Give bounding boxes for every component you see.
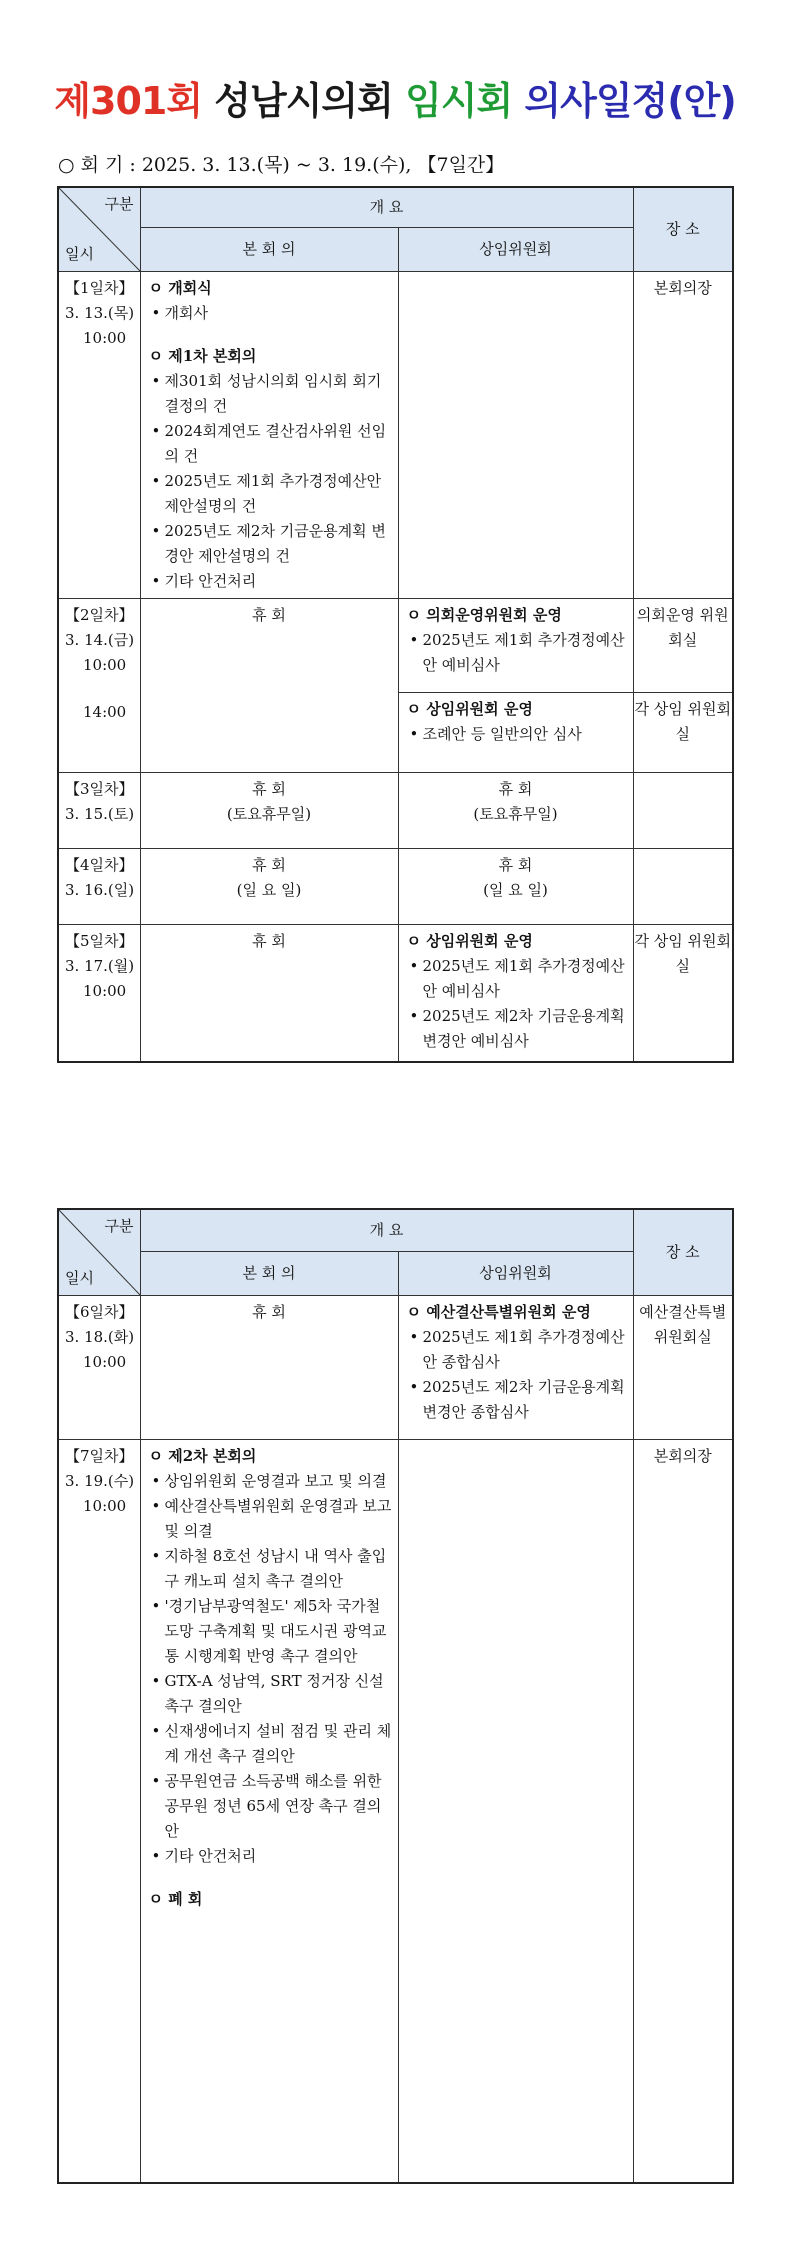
day-label: 【1일차】 xyxy=(65,278,134,297)
day-label: 【5일차】 xyxy=(65,931,134,950)
title-council-name: 성남시의회 xyxy=(214,79,393,123)
agenda-item: • 조례안 등 일반의안 심사 xyxy=(407,722,627,747)
day-label: 【4일차】 xyxy=(65,855,134,874)
agenda-item: • 2025년도 제2차 기금운용계획 변경안 제안설명의 건 xyxy=(149,519,392,569)
committee-cell xyxy=(398,1295,633,1439)
header-sangim: 상임위원회 xyxy=(398,1251,633,1295)
day-date: 3. 14.(금) xyxy=(65,630,135,649)
agenda-item: • 2025년도 제1회 추가경정예산안 제안설명의 건 xyxy=(149,469,392,519)
committee-cell xyxy=(398,848,633,924)
header-ilsi: 일시 xyxy=(65,1268,94,1287)
place-cell xyxy=(633,772,733,848)
schedule-table-page-1 xyxy=(57,186,734,1063)
agenda-heading: ㅇ 상임위원회 운영 xyxy=(406,699,533,718)
title-agenda: 의사일정(안) xyxy=(524,79,736,123)
agenda-item: • 2025년도 제2차 기금운용계획 변경안 예비심사 xyxy=(407,1004,627,1054)
place-cell: 의회운영 위원회실 xyxy=(633,598,733,692)
day-label: 【3일차】 xyxy=(65,779,134,798)
table-row xyxy=(58,848,733,924)
day-time-2: 14:00 xyxy=(83,702,127,721)
day-time: 10:00 xyxy=(83,328,127,347)
plenary-cell xyxy=(140,271,398,598)
page-title xyxy=(0,70,790,125)
recess-note: (일 요 일) xyxy=(236,880,302,899)
plenary-recess: 휴 회 xyxy=(252,855,286,874)
header-sangim: 상임위원회 xyxy=(398,227,633,271)
session-period: ○ 회 기 : 2025. 3. 13.(목) ~ 3. 19.(수), 【7일간】 xyxy=(58,154,505,176)
table-row xyxy=(58,1295,733,1439)
plenary-recess: 휴 회 xyxy=(140,1295,398,1439)
header-jangso: 장 소 xyxy=(633,187,733,271)
day-time: 10:00 xyxy=(83,655,127,674)
place-cell: 각 상임 위원회실 xyxy=(633,692,733,772)
day-time: 10:00 xyxy=(83,1352,127,1371)
header-bonhoeui: 본 회 의 xyxy=(140,1251,398,1295)
plenary-cell xyxy=(140,1439,398,2183)
committee-cell xyxy=(398,924,633,1062)
agenda-item: • 예산결산특별위원회 운영결과 보고 및 의결 xyxy=(149,1494,392,1544)
schedule-table-page-2 xyxy=(57,1208,734,2184)
day-label: 【2일차】 xyxy=(65,605,134,624)
place-cell: 본회의장 xyxy=(633,271,733,598)
closing-heading: ㅇ 폐 회 xyxy=(148,1889,203,1908)
agenda-heading: ㅇ 제2차 본회의 xyxy=(148,1446,257,1465)
agenda-item: • 2024회계연도 결산검사위원 선임의 건 xyxy=(149,419,392,469)
day-time: 10:00 xyxy=(83,1496,127,1515)
agenda-item: • 제301회 성남시의회 임시회 회기 결정의 건 xyxy=(149,369,392,419)
day-label: 【7일차】 xyxy=(65,1446,134,1465)
committee-cell xyxy=(398,692,633,772)
agenda-heading: ㅇ 의회운영위원회 운영 xyxy=(406,605,562,624)
header-gaeyo: 개 요 xyxy=(140,187,633,227)
title-session-number: 제301회 xyxy=(54,79,203,123)
agenda-item: • '경기남부광역철도' 제5차 국가철도망 구축계획 및 대도시권 광역교통 시행계획 반영 촉구 결의안 xyxy=(149,1594,392,1669)
agenda-heading: ㅇ 제1차 본회의 xyxy=(148,346,257,365)
agenda-heading: ㅇ 예산결산특별위원회 운영 xyxy=(406,1302,591,1321)
agenda-item: • 2025년도 제1회 추가경정예산안 예비심사 xyxy=(407,954,627,1004)
day-date: 3. 18.(화) xyxy=(65,1327,135,1346)
table-row xyxy=(58,271,733,598)
agenda-item: • GTX-A 성남역, SRT 정거장 신설 촉구 결의안 xyxy=(149,1669,392,1719)
day-date: 3. 19.(수) xyxy=(65,1471,135,1490)
agenda-item: • 지하철 8호선 성남시 내 역사 출입구 캐노피 설치 촉구 결의안 xyxy=(149,1544,392,1594)
plenary-recess: 휴 회 xyxy=(140,598,398,772)
plenary-cell xyxy=(140,848,398,924)
place-cell: 본회의장 xyxy=(633,1439,733,2183)
header-gaeyo: 개 요 xyxy=(140,1209,633,1251)
title-session-type: 임시회 xyxy=(405,79,513,123)
header-ilsi: 일시 xyxy=(65,244,94,263)
agenda-item: • 2025년도 제2차 기금운용계획 변경안 종합심사 xyxy=(407,1375,627,1425)
place-cell: 각 상임 위원회실 xyxy=(633,924,733,1062)
place-cell xyxy=(633,848,733,924)
header-gubun-cell xyxy=(58,1209,140,1295)
header-gubun: 구분 xyxy=(104,195,134,213)
committee-cell xyxy=(398,271,633,598)
agenda-item: • 개회사 xyxy=(149,301,392,326)
agenda-item: • 2025년도 제1회 추가경정예산안 종합심사 xyxy=(407,1325,627,1375)
table-row xyxy=(58,1439,733,2183)
agenda-heading: ㅇ 개회식 xyxy=(148,278,212,297)
agenda-item: • 기타 안건처리 xyxy=(149,569,392,594)
table-row xyxy=(58,598,733,692)
plenary-recess: 휴 회 xyxy=(252,779,286,798)
agenda-item: • 공무원연금 소득공백 해소를 위한 공무원 정년 65세 연장 촉구 결의안 xyxy=(149,1769,392,1844)
agenda-item: • 기타 안건처리 xyxy=(149,1844,392,1869)
recess-note: (토요휴무일) xyxy=(226,804,312,823)
day-date: 3. 17.(월) xyxy=(65,956,135,975)
agenda-item: • 상임위원회 운영결과 보고 및 의결 xyxy=(149,1469,392,1494)
header-gubun-cell xyxy=(58,187,140,271)
header-jangso: 장 소 xyxy=(633,1209,733,1295)
recess-note: (일 요 일) xyxy=(483,880,548,899)
agenda-item: • 신재생에너지 설비 점검 및 관리 체계 개선 촉구 결의안 xyxy=(149,1719,392,1769)
committee-cell xyxy=(398,598,633,692)
day-date: 3. 15.(토) xyxy=(65,804,135,823)
header-gubun: 구분 xyxy=(104,1217,134,1235)
plenary-cell xyxy=(140,772,398,848)
recess-note: (토요휴무일) xyxy=(473,804,558,823)
committee-recess: 휴 회 xyxy=(498,779,533,798)
day-label: 【6일차】 xyxy=(65,1302,134,1321)
committee-cell xyxy=(398,1439,633,2183)
table-row xyxy=(58,772,733,848)
table-row xyxy=(58,924,733,1062)
agenda-item: • 2025년도 제1회 추가경정예산안 예비심사 xyxy=(407,628,627,678)
header-bonhoeui: 본 회 의 xyxy=(140,227,398,271)
agenda-heading: ㅇ 상임위원회 운영 xyxy=(406,931,533,950)
committee-recess: 휴 회 xyxy=(498,855,533,874)
day-date: 3. 13.(목) xyxy=(65,303,135,322)
plenary-recess: 휴 회 xyxy=(140,924,398,1062)
committee-cell xyxy=(398,772,633,848)
place-cell: 예산결산특별 위원회실 xyxy=(633,1295,733,1439)
day-time: 10:00 xyxy=(83,981,127,1000)
day-date: 3. 16.(일) xyxy=(65,880,135,899)
